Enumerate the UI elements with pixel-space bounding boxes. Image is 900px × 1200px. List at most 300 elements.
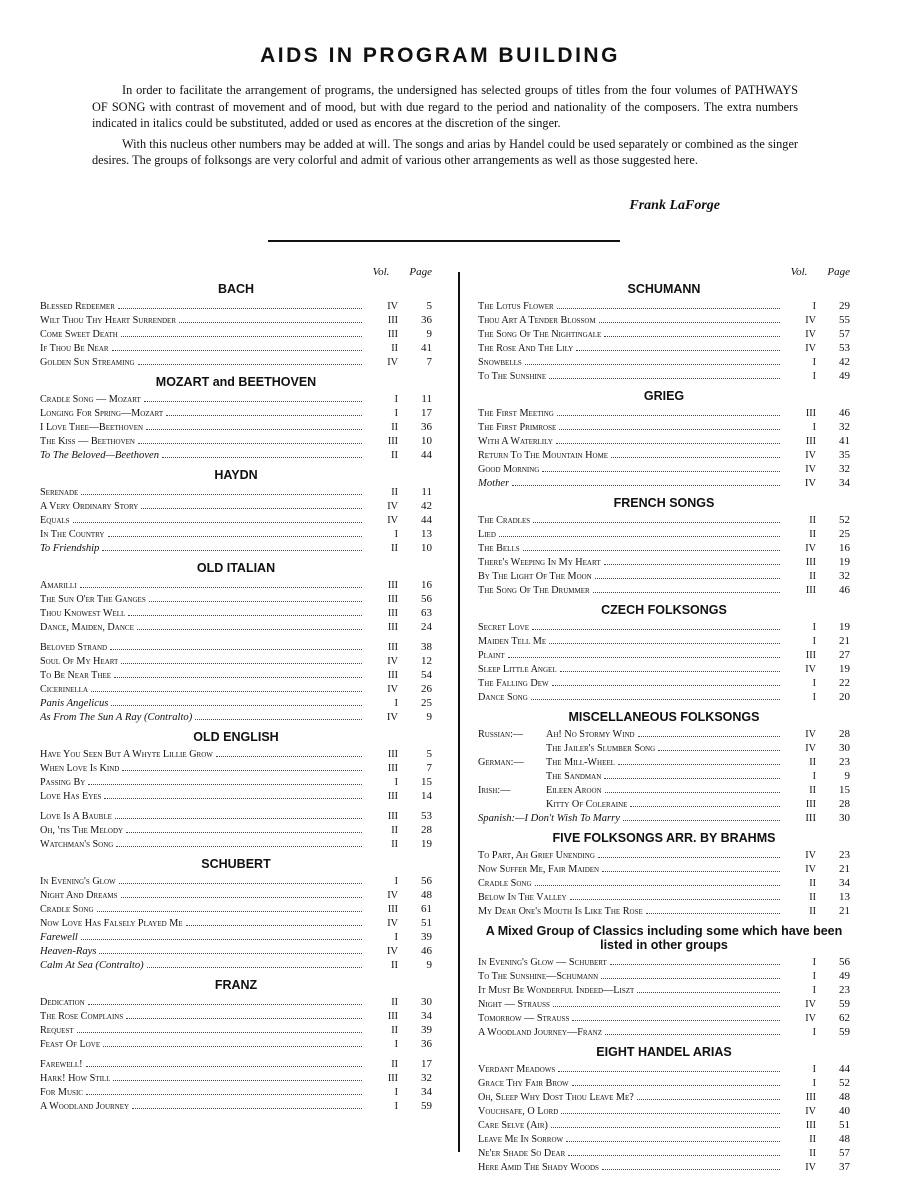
dot-leader: [91, 691, 362, 692]
volume-number: I: [812, 422, 816, 433]
dot-leader: [121, 663, 362, 664]
song-row: [40, 874, 432, 888]
song-row: [478, 783, 850, 797]
page-number: 17: [421, 407, 432, 419]
page-number: 9: [426, 328, 432, 340]
page-number: 5: [426, 748, 432, 760]
page-number: 15: [839, 784, 850, 796]
song-row: [40, 1023, 432, 1037]
volume-number: IV: [386, 712, 398, 723]
dot-leader: [568, 1155, 780, 1156]
volume-number: II: [809, 757, 816, 768]
song-row: [40, 541, 432, 555]
dot-leader: [525, 364, 780, 365]
song-title: To The Sunshine—Schumann: [478, 971, 599, 982]
song-title: Serenade: [40, 487, 79, 498]
volume-number: IV: [387, 918, 398, 929]
dot-leader: [88, 1004, 362, 1005]
intro-paragraph: With this nucleus other numbers may be added at will. The songs and arias by Handel could be used separately or combined as the singer desires. The groups of folksongs are very colorful and admit of various other arrangements as well as those suggested here.: [92, 136, 798, 168]
song-title: The Bells: [478, 543, 520, 554]
dot-leader: [111, 705, 362, 706]
volume-number: IV: [805, 329, 816, 340]
song-row: [478, 1146, 850, 1160]
dot-leader: [114, 677, 362, 678]
volume-number: II: [809, 1148, 816, 1159]
song-title: Cradle Song — Mozart: [40, 394, 141, 405]
song-title: The Rose Complains: [40, 1011, 124, 1022]
page-number: 53: [839, 342, 850, 354]
song-title: Hark! How Still: [40, 1073, 111, 1084]
page-number: 14: [421, 790, 432, 802]
page-number: 41: [839, 435, 850, 447]
song-row: [478, 355, 850, 369]
volume-number: III: [805, 557, 816, 568]
song-group: [478, 389, 850, 490]
page-number: 53: [421, 810, 432, 822]
vol-header: Vol.: [372, 266, 390, 278]
volume-number: II: [809, 906, 816, 917]
song-row: [478, 583, 850, 597]
volume-number: I: [812, 1078, 816, 1089]
group-title: MOZART and BEETHOVEN: [155, 375, 317, 389]
dot-leader: [88, 784, 362, 785]
dot-leader: [119, 883, 362, 884]
dot-leader: [216, 756, 362, 757]
page-number: 25: [839, 528, 850, 540]
song-row: [478, 1132, 850, 1146]
song-row: [478, 983, 850, 997]
song-title: Irish:— Eileen Aroon: [478, 785, 602, 796]
volume-number: I: [812, 301, 816, 312]
page-number: 32: [421, 1072, 432, 1084]
dot-leader: [638, 736, 780, 737]
signature: Frank LaForge: [629, 198, 720, 213]
page-number: 36: [421, 421, 432, 433]
volume-number: IV: [386, 946, 398, 957]
dot-leader: [77, 1032, 362, 1033]
page-number: 28: [839, 728, 850, 740]
volume-number: I: [394, 529, 398, 540]
song-row: [40, 1057, 432, 1071]
volume-number: III: [387, 811, 398, 822]
song-title: Night And Dreams: [40, 890, 118, 901]
group-title: SCHUBERT: [201, 857, 271, 871]
page-number: 21: [839, 905, 850, 917]
vol-header: Vol.: [790, 266, 808, 278]
song-title: To The Beloved—Beethoven: [40, 450, 160, 461]
group-title: OLD ITALIAN: [196, 561, 276, 575]
song-title: The First Primrose: [478, 422, 557, 433]
song-row: [40, 640, 432, 654]
page-number: 7: [426, 356, 432, 368]
volume-number: III: [805, 1092, 816, 1103]
dot-leader: [126, 1018, 362, 1019]
page-number: 56: [421, 875, 432, 887]
page-number: 13: [839, 891, 850, 903]
dot-leader: [556, 443, 780, 444]
dot-leader: [81, 939, 362, 940]
song-title: In Evening's Glow — Schubert: [478, 957, 607, 968]
dot-leader: [637, 992, 780, 993]
page-number: 30: [839, 742, 850, 754]
song-group: [478, 1045, 850, 1174]
volume-number: I: [812, 957, 816, 968]
volume-number: IV: [805, 664, 816, 675]
song-row: [478, 1090, 850, 1104]
volume-number: II: [391, 343, 398, 354]
song-row: [40, 1099, 432, 1113]
right-column: [478, 266, 850, 1180]
song-row: [40, 313, 432, 327]
page-number: 30: [839, 812, 850, 824]
song-row: [40, 916, 432, 930]
song-row: [478, 676, 850, 690]
dot-leader: [602, 1169, 780, 1170]
volume-number: III: [805, 813, 816, 824]
song-row: [40, 406, 432, 420]
volume-number: I: [394, 1087, 398, 1098]
song-row: [40, 620, 432, 634]
volume-number: IV: [805, 999, 816, 1010]
page-number: 48: [839, 1133, 850, 1145]
song-title: Mother: [478, 478, 510, 489]
song-row: [40, 696, 432, 710]
page-number: 40: [839, 1105, 850, 1117]
page-number: 32: [839, 570, 850, 582]
dot-leader: [512, 485, 780, 486]
song-title: My Dear One's Mouth Is Like The Rose: [478, 906, 643, 917]
song-title: Feast Of Love: [40, 1039, 101, 1050]
song-row: [478, 741, 850, 755]
song-group: [40, 282, 432, 369]
song-title: Lied: [478, 529, 496, 540]
dot-leader: [73, 522, 362, 523]
song-title: I Love Thee—Beethoven: [40, 422, 144, 433]
song-title: Come Sweet Death: [40, 329, 118, 340]
volume-number: I: [394, 394, 398, 405]
page-number: 49: [839, 970, 850, 982]
song-row: [478, 555, 850, 569]
volume-number: III: [387, 315, 398, 326]
dot-leader: [637, 1099, 780, 1100]
song-row: [478, 969, 850, 983]
song-title: Farewell: [40, 932, 78, 943]
dot-leader: [593, 592, 780, 593]
song-row: [478, 541, 850, 555]
song-title: By The Light Of The Moon: [478, 571, 592, 582]
volume-number: III: [387, 622, 398, 633]
song-title: To Part, Ah Grief Unending: [478, 850, 595, 861]
page-number: 27: [839, 649, 850, 661]
dot-leader: [146, 429, 362, 430]
page-number: 61: [421, 903, 432, 915]
song-title: The Lotus Flower: [478, 301, 554, 312]
page-number: 16: [839, 542, 850, 554]
volume-number: III: [387, 763, 398, 774]
page-number: 38: [421, 641, 432, 653]
song-row: [40, 1037, 432, 1051]
page-number: 21: [839, 635, 850, 647]
page-number: 9: [844, 770, 850, 782]
volume-number: III: [805, 436, 816, 447]
page-number: 55: [839, 314, 850, 326]
volume-number: III: [805, 1120, 816, 1131]
dot-leader: [557, 308, 780, 309]
song-row: [40, 761, 432, 775]
page-number: 54: [421, 669, 432, 681]
song-title: Oh, Sleep Why Dost Thou Leave Me?: [478, 1092, 634, 1103]
group-title: FRANZ: [214, 978, 258, 992]
song-row: [478, 862, 850, 876]
page-number: 24: [421, 621, 432, 633]
dot-leader: [80, 587, 362, 588]
dot-leader: [604, 778, 780, 779]
song-title: The Falling Dew: [478, 678, 549, 689]
dot-leader: [86, 1066, 363, 1067]
dot-leader: [549, 378, 780, 379]
song-title: Cradle Song: [40, 904, 94, 915]
song-title: For Music: [40, 1087, 83, 1098]
song-title: Sleep Little Angel: [478, 664, 557, 675]
page-number: 21: [839, 863, 850, 875]
song-title: To The Sunshine: [478, 371, 547, 382]
page-number: 57: [839, 328, 850, 340]
dot-leader: [599, 322, 780, 323]
group-title: FIVE FOLKSONGS ARR. BY BRAHMS: [552, 831, 776, 845]
page-number: 25: [421, 697, 432, 709]
song-group: [40, 730, 432, 851]
song-row: [478, 462, 850, 476]
dot-leader: [186, 925, 362, 926]
song-group: [478, 924, 850, 1039]
song-row: [478, 634, 850, 648]
song-title: Wilt Thou Thy Heart Surrender: [40, 315, 176, 326]
page-number: 22: [839, 677, 850, 689]
dot-leader: [179, 322, 362, 323]
song-title: The Sandman: [546, 771, 602, 782]
page-number: 44: [421, 514, 432, 526]
dot-leader: [112, 350, 362, 351]
song-row: [478, 620, 850, 634]
song-row: [478, 1062, 850, 1076]
song-row: [478, 662, 850, 676]
volume-number: I: [812, 692, 816, 703]
song-title: Thou Art A Tender Blossom: [478, 315, 596, 326]
song-title: Here Amid The Shady Woods: [478, 1162, 599, 1173]
song-origin: Russian:—: [478, 729, 524, 740]
page-header: Page: [409, 266, 432, 278]
page-number: 23: [839, 849, 850, 861]
intro-text: [92, 82, 798, 173]
song-title: It Must Be Wonderful Indeed—Liszt: [478, 985, 635, 996]
song-row: [40, 837, 432, 851]
column-header: [40, 266, 432, 278]
page-number: 9: [426, 959, 432, 971]
page-number: 13: [421, 528, 432, 540]
song-origin: Irish:—: [478, 785, 511, 796]
song-row: [478, 1160, 850, 1174]
volume-number: IV: [805, 1162, 816, 1173]
song-group: [478, 496, 850, 597]
dot-leader: [116, 846, 362, 847]
volume-number: I: [394, 408, 398, 419]
volume-number: III: [387, 670, 398, 681]
volume-number: I: [394, 1101, 398, 1112]
dot-leader: [86, 1094, 362, 1095]
volume-number: I: [394, 876, 398, 887]
song-row: [40, 578, 432, 592]
song-title: The Kiss — Beethoven: [40, 436, 135, 447]
dot-leader: [115, 818, 362, 819]
volume-number: III: [805, 585, 816, 596]
dot-leader: [553, 1006, 780, 1007]
song-title: As From The Sun A Ray (Contralto): [40, 712, 193, 723]
song-title: Panis Angelicus: [40, 698, 109, 709]
song-row: [478, 299, 850, 313]
page-number: 15: [421, 776, 432, 788]
volume-number: III: [387, 608, 398, 619]
song-row: [478, 406, 850, 420]
volume-number: IV: [805, 450, 816, 461]
volume-number: I: [394, 777, 398, 788]
song-group: [478, 282, 850, 383]
dot-leader: [122, 770, 362, 771]
volume-number: I: [812, 1027, 816, 1038]
volume-number: IV: [805, 1013, 816, 1024]
dot-leader: [646, 913, 780, 914]
dot-leader: [611, 457, 780, 458]
dot-leader: [559, 429, 780, 430]
dot-leader: [110, 649, 362, 650]
page-number: 32: [839, 421, 850, 433]
song-title: The Song Of The Drummer: [478, 585, 590, 596]
song-row: [478, 876, 850, 890]
song-title: Request: [40, 1025, 74, 1036]
volume-number: III: [387, 580, 398, 591]
dot-leader: [108, 536, 363, 537]
volume-number: III: [805, 650, 816, 661]
page-number: 17: [421, 1058, 432, 1070]
song-title: Maiden Tell Me: [478, 636, 547, 647]
dot-leader: [162, 457, 362, 458]
group-title: SCHUMANN: [627, 282, 701, 296]
group-title: MISCELLANEOUS FOLKSONGS: [568, 710, 760, 724]
page-number: 11: [421, 393, 432, 405]
song-row: [40, 710, 432, 724]
dot-leader: [552, 685, 780, 686]
song-title: Equals: [40, 515, 70, 526]
dot-leader: [531, 699, 780, 700]
left-column: [40, 266, 432, 1119]
page-number: 12: [421, 655, 432, 667]
volume-number: II: [809, 878, 816, 889]
dot-leader: [137, 629, 362, 630]
dot-leader: [195, 719, 362, 720]
song-title: Snowbells: [478, 357, 522, 368]
volume-number: IV: [387, 684, 398, 695]
song-title: Oh, 'tis The Melody: [40, 825, 124, 836]
page-number: 59: [421, 1100, 432, 1112]
dot-leader: [658, 750, 780, 751]
dot-leader: [104, 798, 362, 799]
song-row: [40, 654, 432, 668]
song-title: Now Love Has Falsely Played Me: [40, 918, 183, 929]
page-number: 16: [421, 579, 432, 591]
volume-number: II: [809, 785, 816, 796]
song-title: Golden Sun Streaming: [40, 357, 135, 368]
volume-number: IV: [387, 301, 398, 312]
page-number: 35: [839, 449, 850, 461]
dot-leader: [598, 857, 780, 858]
song-title: Kitty Of Coleraine: [546, 799, 628, 810]
page-number: 36: [421, 1038, 432, 1050]
page-number: 37: [839, 1161, 850, 1173]
song-row: [40, 485, 432, 499]
song-row: [478, 769, 850, 783]
dot-leader: [144, 401, 362, 402]
song-title: Dance Song: [478, 692, 528, 703]
song-row: [40, 392, 432, 406]
song-row: [478, 648, 850, 662]
song-row: [40, 747, 432, 761]
volume-number: III: [387, 642, 398, 653]
page-number: 52: [839, 1077, 850, 1089]
page-number: 10: [421, 542, 432, 554]
column-header: [478, 266, 850, 278]
song-title: A Very Ordinary Story: [40, 501, 139, 512]
page-number: 59: [839, 998, 850, 1010]
song-row: [40, 448, 432, 462]
volume-number: II: [809, 1134, 816, 1145]
song-title: Thou Knowest Well: [40, 608, 126, 619]
song-title: Russian:— Ah! No Stormy Wind: [478, 729, 635, 740]
song-row: [40, 527, 432, 541]
song-group: [478, 831, 850, 918]
page-number: 28: [421, 824, 432, 836]
volume-number: I: [812, 622, 816, 633]
column-divider: [458, 272, 460, 1152]
song-row: [478, 434, 850, 448]
volume-number: II: [809, 529, 816, 540]
dot-leader: [138, 443, 362, 444]
song-title: Leave Me In Sorrow: [478, 1134, 564, 1145]
song-title: The Sun O'er The Ganges: [40, 594, 146, 605]
song-title: A Woodland Journey: [40, 1101, 130, 1112]
volume-number: IV: [805, 743, 816, 754]
volume-number: I: [812, 985, 816, 996]
volume-number: IV: [805, 864, 816, 875]
volume-number: I: [394, 698, 398, 709]
page-number: 48: [421, 889, 432, 901]
dot-leader: [138, 364, 362, 365]
song-title: With A Waterlily: [478, 436, 553, 447]
page-number: 46: [421, 945, 432, 957]
song-title: Ne'er Shade So Dear: [478, 1148, 566, 1159]
page-number: 26: [421, 683, 432, 695]
song-title: German:— The Mill-Wheel: [478, 757, 615, 768]
song-row: [40, 944, 432, 958]
song-title: Spanish:—I Don't Wish To Marry: [478, 813, 620, 824]
song-title: Grace Thy Fair Brow: [478, 1078, 569, 1089]
page-number: 23: [839, 756, 850, 768]
page-title: AIDS IN PROGRAM BUILDING: [260, 44, 620, 67]
volume-number: III: [805, 408, 816, 419]
dot-leader: [605, 1034, 780, 1035]
song-row: [40, 775, 432, 789]
dot-leader: [97, 911, 362, 912]
song-row: [478, 997, 850, 1011]
song-row: [40, 1085, 432, 1099]
